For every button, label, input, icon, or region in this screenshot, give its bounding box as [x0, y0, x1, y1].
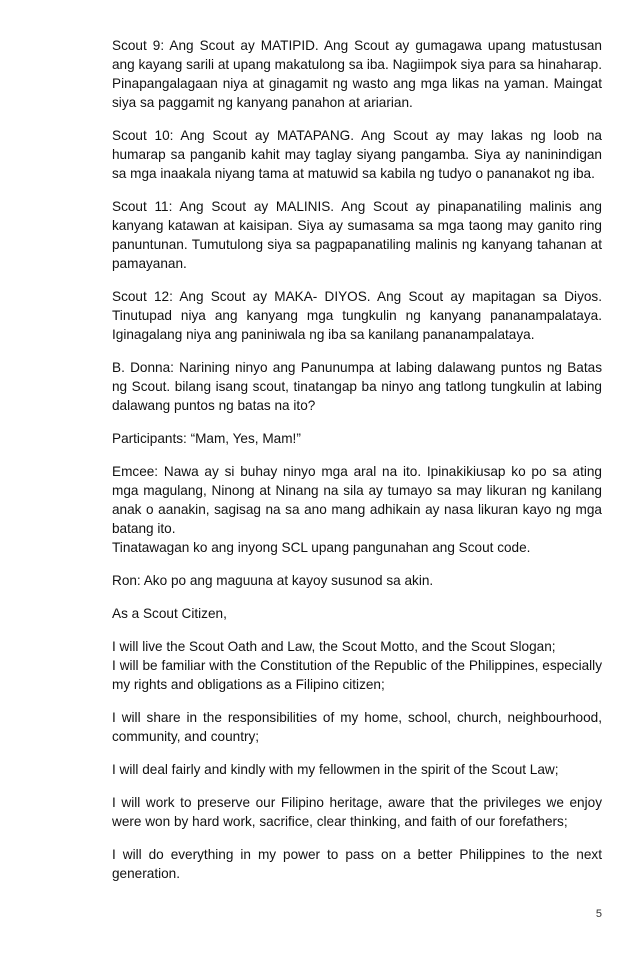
paragraph-code-5: I will work to preserve our Filipino heritage, aware that the privileges we enjoy were won by hard work, sacrifice, clear thinking, and faith of our forefathers;: [112, 795, 602, 829]
paragraph-code-4: I will deal fairly and kindly with my fellowmen in the spirit of the Scout Law;: [112, 762, 559, 777]
document-body: [112, 36, 602, 897]
paragraph-scout-10: Scout 10: Ang Scout ay MATAPANG. Ang Scout ay may lakas ng loob na humarap sa panganib kahit may taglay siyang pangamba. Siya ay naninindigan sa mga inaakala niyang tama at matuwid sa kabila ng tudyo o pananakot ng iba.: [112, 128, 602, 181]
paragraph-emcee-scl: Tinatawagan ko ang inyong SCL upang pangunahan ang Scout code.: [112, 540, 531, 555]
paragraph-emcee: Emcee: Nawa ay si buhay ninyo mga aral na ito. Ipinakikiusap ko po sa ating mga magulang, Ninong at Ninang na sila ay tumayo sa may likuran ng kanilang anak o aanakin, sagisag na sa ano mang adhikain ay nasa likuran kayo ng mga batang ito.: [112, 464, 602, 536]
paragraph-code-6: I will do everything in my power to pass on a better Philippines to the next generation.: [112, 847, 602, 881]
paragraph-scout-12: Scout 12: Ang Scout ay MAKA- DIYOS. Ang Scout ay mapitagan sa Diyos. Tinutupad niya ang kanyang mga tungkulin ng kanyang pananampalataya. Iginagalang niya ang paniniwala ng iba sa kanilang pananampalataya.: [112, 289, 602, 342]
paragraph-code-2: I will be familiar with the Constitution of the Republic of the Philippines, especially my rights and obligations as a Filipino citizen;: [112, 658, 602, 692]
paragraph-code-3: I will share in the responsibilities of my home, school, church, neighbourhood, community, and country;: [112, 710, 602, 744]
paragraph-donna: B. Donna: Narining ninyo ang Panunumpa at labing dalawang puntos ng Batas ng Scout. bilang isang scout, tinatangap ba ninyo ang tatlong tungkulin at labing dalawang puntos ng batas na ito?: [112, 360, 602, 413]
paragraph-scout-11: Scout 11: Ang Scout ay MALINIS. Ang Scout ay pinapanatiling malinis ang kanyang katawan at kaisipan. Siya ay sumasama sa mga taong may ganito ring panuntunan. Tumutulong siya sa pagpapanatiling malinis ng kanyang tahanan at pamayanan.: [112, 199, 602, 271]
page-number: 5: [595, 908, 602, 920]
paragraph-scout-citizen: As a Scout Citizen,: [112, 606, 227, 621]
paragraph-participants: Participants: “Mam, Yes, Mam!”: [112, 431, 301, 446]
paragraph-scout-9: Scout 9: Ang Scout ay MATIPID. Ang Scout ay gumagawa upang matustusan ang kayang sarili at upang makatulong sa iba. Nagiimpok siya para sa hinaharap. Pinapangalagaan niya at ginagamit ng wasto ang mga likas na yaman. Maingat siya sa paggamit ng kanyang panahon at ariarian.: [112, 38, 602, 110]
paragraph-ron: Ron: Ako po ang maguuna at kayoy susunod sa akin.: [112, 573, 434, 588]
paragraph-code-1: I will live the Scout Oath and Law, the Scout Motto, and the Scout Slogan;: [112, 639, 556, 654]
